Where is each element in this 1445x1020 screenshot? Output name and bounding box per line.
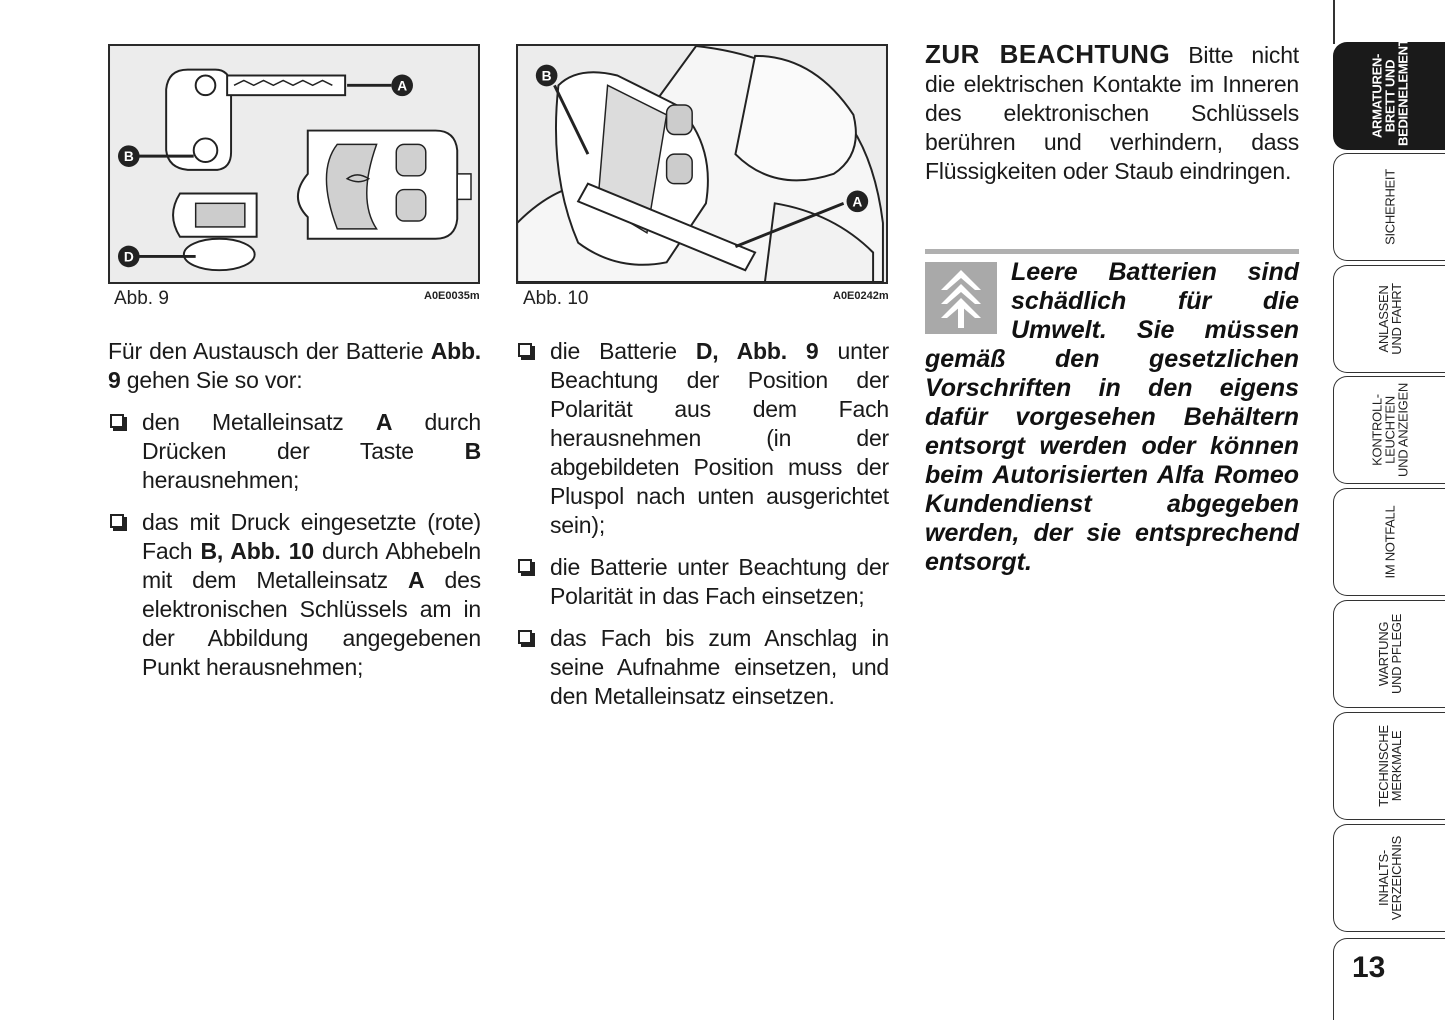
column-1 — [108, 337, 481, 695]
environment-note — [925, 258, 1299, 577]
callout-b: B — [123, 149, 134, 165]
callout-b: B — [541, 68, 552, 84]
tab-technische-merkmale[interactable]: TECHNISCHE MERKMALE — [1333, 712, 1445, 820]
figure-caption: Abb. 9 — [114, 288, 169, 309]
checkbox-bullet-icon — [110, 514, 124, 528]
chapter-tabs — [1333, 0, 1445, 1019]
list-item: die Batterie D, Abb. 9 unter Beachtung der Position der Polarität aus dem Fach herausnehmen (in der abgebildeten Position muss der Pluspol nach unten ausgerichtet sein); — [516, 337, 889, 540]
checkbox-bullet-icon — [518, 630, 532, 644]
figure-code: A0E0035m — [424, 290, 480, 302]
figure-abb-10 — [516, 44, 888, 284]
tab-anlassen[interactable]: ANLASSEN UND FAHRT — [1333, 265, 1445, 373]
environment-text: Leere Batterien sind schädlich für die Umwelt. Sie müssen gemäß den gesetzlichen Vorschriften in den eigens dafür vorgesehen Behältern entsorgt werden oder können beim Autorisierten Alfa Romeo Kundendienst abgegeben werden, der sie entsprechend entsorgt. — [925, 258, 1299, 576]
figure-caption: Abb. 10 — [523, 288, 589, 309]
checkbox-bullet-icon — [518, 559, 532, 573]
tab-kontrollleuchten[interactable]: KONTROLL- LEUCHTEN UND ANZEIGEN — [1333, 376, 1445, 484]
tab-wartung[interactable]: WARTUNG UND PFLEGE — [1333, 600, 1445, 708]
list-item: den Metalleinsatz A durch Drücken der Taste B herausnehmen; — [108, 408, 481, 495]
list-item: die Batterie unter Beachtung der Polarität in das Fach einsetzen; — [516, 553, 889, 611]
list-item: das Fach bis zum Anschlag in seine Aufnahme einsetzen, und den Metalleinsatz einsetzen. — [516, 624, 889, 711]
checkbox-bullet-icon — [518, 343, 532, 357]
warning-text: Bitte nicht die elektrischen Kontakte im Inneren des elektronischen Schlüssels berühren und verhindern, dass Flüssigkeiten oder Staub eindringen. — [925, 42, 1299, 184]
callout-a: A — [397, 78, 408, 94]
tab-armaturenbrett[interactable]: ARMATUREN- BRETT UND BEDIENELEMENTE — [1333, 42, 1445, 150]
figure-code: A0E0242m — [833, 290, 889, 302]
divider — [925, 249, 1299, 254]
tab-inhaltsverzeichnis[interactable]: INHALTS- VERZEICHNIS — [1333, 824, 1445, 932]
tab-sicherheit[interactable]: SICHERHEIT — [1333, 153, 1445, 261]
page-number: 13 — [1352, 951, 1386, 984]
warning-heading: ZUR BEACHTUNG — [925, 39, 1171, 69]
page-number-tab — [1333, 938, 1445, 1020]
checkbox-bullet-icon — [110, 414, 124, 428]
callout-a: A — [852, 194, 863, 210]
hand-key-illustration — [518, 46, 886, 282]
key-disassembly-illustration — [110, 46, 478, 282]
intro-paragraph: Für den Austausch der Batterie Abb. 9 gehen Sie so vor: — [108, 338, 481, 393]
column-2 — [516, 337, 889, 724]
warning-note — [925, 40, 1299, 199]
list-item: das mit Druck eingesetzte (rote) Fach B, Abb. 10 durch Abhebeln mit dem Metalleinsatz A des elektronischen Schlüssels am in der Abbildung angegebenen Punkt herausnehmen; — [108, 508, 481, 682]
tab-im-notfall[interactable]: IM NOTFALL — [1333, 488, 1445, 596]
callout-d: D — [123, 249, 134, 265]
figure-abb-9 — [108, 44, 480, 284]
